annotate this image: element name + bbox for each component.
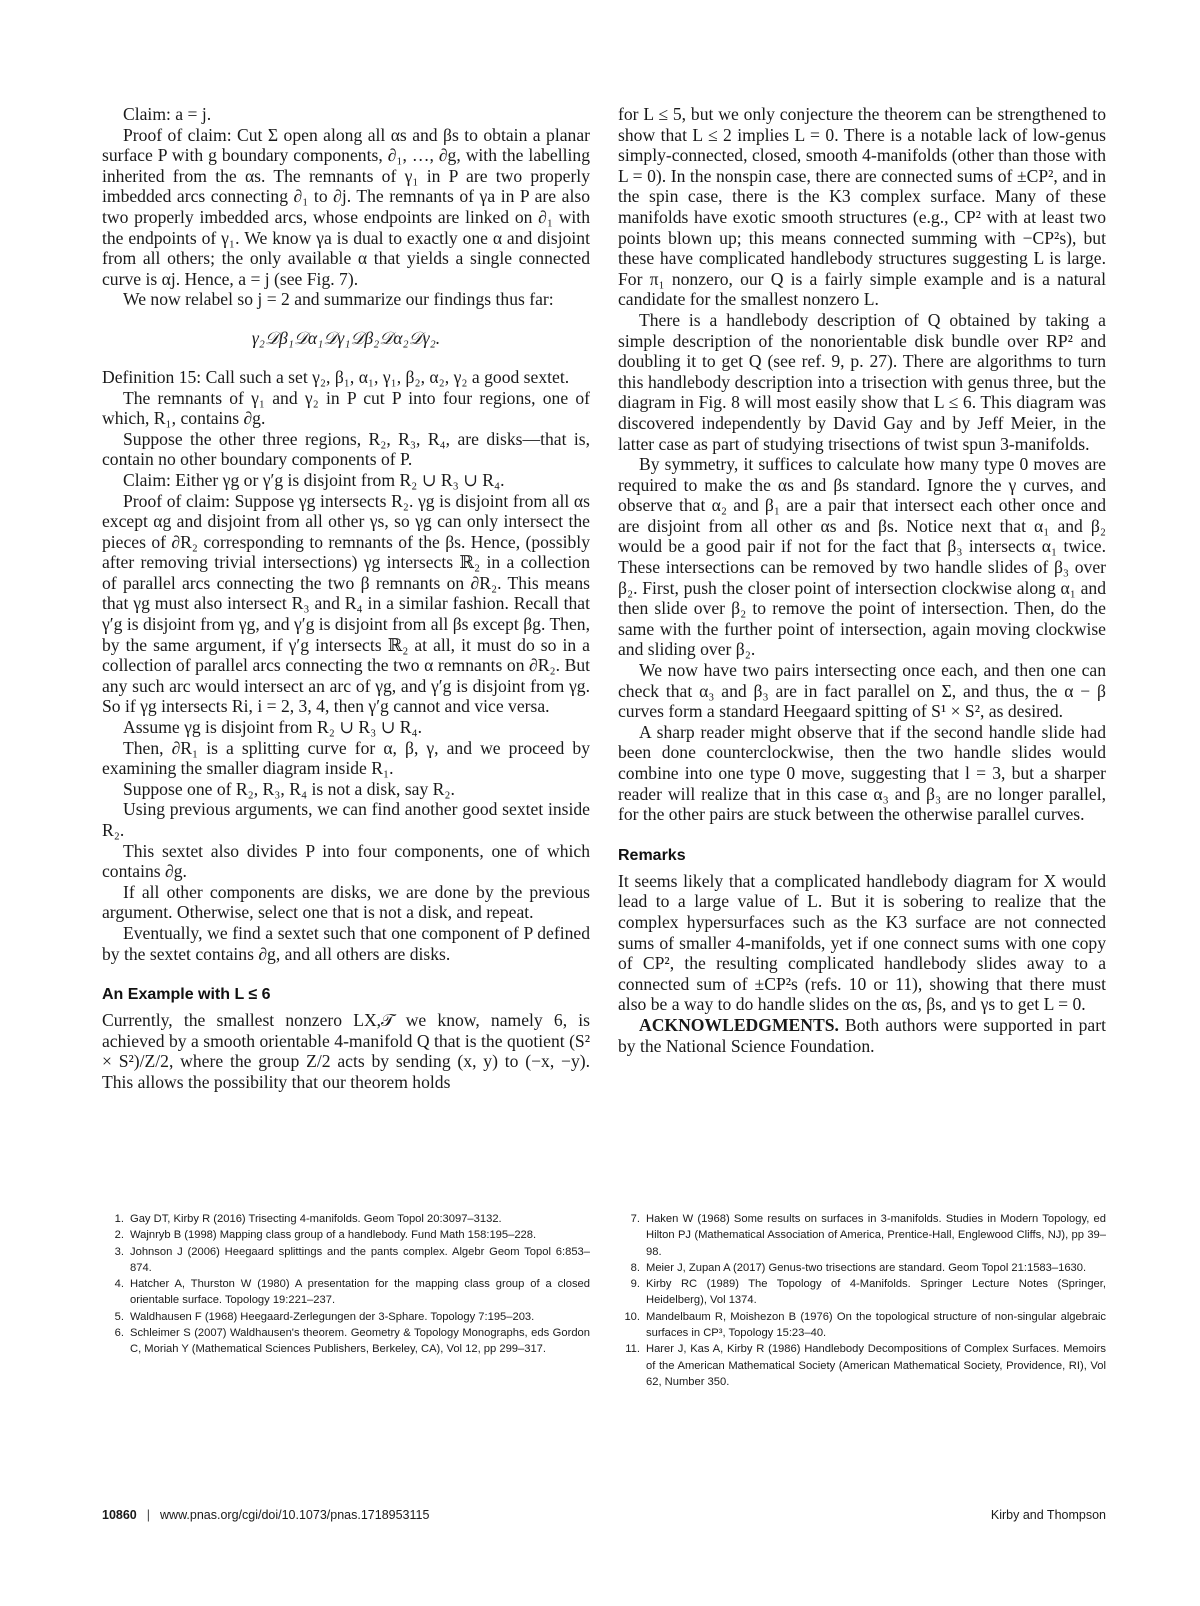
reference-item: [618, 1260, 1106, 1276]
reference-number: 2.: [114, 1229, 124, 1242]
footer-left: [102, 1508, 429, 1522]
paragraph: By symmetry, it suffices to calculate how many type 0 moves are required to make the αs and βs standard. Ignore the γ curves, and observe that α₂ and β₁ are a pair that intersect each other once and are disjoint from all other αs and βs. Notice next that α₁ and β₂ would be a good pair if not for the fact that β₃ intersects α₁ twice. These intersections can be removed by two handle slides of β₃ over β₂. First, push the closer point of intersection clockwise along α₁ and then slide over β₂ to remove the point of intersection. Then, do the same with the further point of intersection, again moving clockwise and sliding over β₂.: [618, 454, 1106, 660]
reference-text: Kirby RC (1989) The Topology of 4-Manifolds. Springer Lecture Notes (Springer, Heidelberg), Vol 1374.: [646, 1278, 1106, 1307]
references-left: [102, 1211, 590, 1358]
reference-text: Schleimer S (2007) Waldhausen's theorem. Geometry & Topology Monographs, eds Gordon C, Moriah Y (Mathematical Sciences Publishers, Berkeley, CA), Vol 12, pp 299–317.: [130, 1327, 590, 1356]
reference-item: [618, 1309, 1106, 1342]
paragraph: for L ≤ 5, but we only conjecture the theorem can be strengthened to show that L ≤ 2 implies L = 0. There is a notable lack of low-genus simply-connected, closed, smooth 4-manifolds (other than those with L = 0). In the nonspin case, there are connected sums of ±CP², and in the spin case, there is the K3 complex surface. Many of these manifolds have exotic smooth structures (e.g., CP² with at least two points blown up; this means connected summing with −CP²s), but these have complicated handlebody structures suggesting L is large. For π₁ nonzero, our Q is a fairly simple example and is a natural candidate for the smallest nonzero L.: [618, 104, 1106, 310]
reference-text: Haken W (1968) Some results on surfaces in 3-manifolds. Studies in Modern Topology, ed Hilton PJ (Mathematical Association of America, Prentice-Hall, Englewood Cliffs, NJ), pp 39–98.: [646, 1213, 1106, 1258]
paragraph: Using previous arguments, we can find another good sextet inside R₂.: [102, 799, 590, 840]
reference-text: Mandelbaum R, Moishezon B (1976) On the topological structure of non-singular algebraic surfaces in CP³, Topology 15:23–40.: [646, 1310, 1106, 1340]
reference-item: [102, 1244, 590, 1277]
reference-text: Harer J, Kas A, Kirby R (1986) Handlebody Decompositions of Complex Surfaces. Memoirs of the American Mathematical Society (American Mathematical Society, Providence, RI), Vol 62, Number 350.: [646, 1343, 1106, 1388]
paragraph: Proof of claim: Cut Σ open along all αs and βs to obtain a planar surface P with g boundary components, ∂₁, …, ∂g, with the labelling inherited from the αs. The remnants of γ₁ in P are two properly imbedded arcs connecting ∂₁ to ∂j. The remnants of γa in P are also two properly imbedded arcs, whose endpoints are linked on ∂₁ with the endpoints of γ₁. We know γa is dual to exactly one α and disjoint from all others; the only available α that yields a single connected curve is αj. Hence, a = j (see Fig. 7).: [102, 124, 590, 289]
reference-text: Gay DT, Kirby R (2016) Trisecting 4-manifolds. Geom Topol 20:3097–3132.: [130, 1213, 502, 1225]
doi-link[interactable]: www.pnas.org/cgi/doi/10.1073/pnas.1718953115: [160, 1508, 430, 1522]
paragraph: If all other components are disks, we are done by the previous argument. Otherwise, select one that is not a disk, and repeat.: [102, 881, 590, 923]
footer-separator: |: [146, 1508, 151, 1522]
reference-item: [102, 1325, 590, 1358]
reference-item: [102, 1227, 590, 1243]
paragraph: Definition 15: Call such a set γ₂, β₁, α₁, γ₁, β₂, α₂, γ₂ a good sextet.: [102, 366, 570, 387]
reference-number: 10.: [624, 1310, 640, 1323]
paragraph: Proof of claim: Suppose γg intersects R₂. γg is disjoint from all αs except αg and disjoint from all other γs, so γg can only intersect the pieces of ∂R₂ corresponding to remnants of the βs. Hence, (possibly after removing trivial intersections) γg intersects ℝ₂ in a collection of parallel arcs connecting the two β remnants on ∂R₂. This means that γg must also intersect R₃ and R₄ in a similar fashion. Recall that γ′g is disjoint from γg, and γ′g is disjoint from all βs except βg. Then, by the same argument, if γ′g intersects ℝ₂ at all, it must do so in a collection of parallel arcs connecting the two α remnants on ∂R₂. But any such arc would intersect an arc of γg, and γ′g is disjoint from γg. So if γg intersects Ri, i = 2, 3, 4, then γ′g cannot and vice versa.: [102, 490, 590, 717]
reference-number: 4.: [114, 1278, 124, 1291]
section-heading-example: An Example with L ≤ 6: [102, 986, 271, 1004]
acknowledgments: [618, 1015, 1106, 1056]
reference-number: 5.: [114, 1310, 124, 1323]
paragraph: Currently, the smallest nonzero LX,𝒯 we know, namely 6, is achieved by a smooth orientable 4-manifold Q that is the quotient (S² × S²)/Z/2, where the group Z/2 acts by sending (x, y) to (−x, −y). This allows the possibility that our theorem holds: [102, 1010, 590, 1092]
paragraph: Suppose one of R₂, R₃, R₄ is not a disk, say R₂.: [123, 778, 455, 799]
paragraph: There is a handlebody description of Q obtained by taking a simple description of the nonorientable disk bundle over RP² and doubling it to get Q (see ref. 9, p. 27). There are algorithms to turn this handlebody description into a trisection with genus three, but the diagram in Fig. 8 will most easily show that L ≤ 6. This diagram was discovered independently by David Gay and by Jeff Meier, in the latter case as part of studying trisections of twist spun 3-manifolds.: [618, 309, 1106, 454]
reference-item: [102, 1276, 590, 1309]
paragraph: This sextet also divides P into four components, one of which contains ∂g.: [102, 840, 590, 882]
left-column: [102, 104, 590, 1093]
reference-text: Hatcher A, Thurston W (1980) A presentation for the mapping class group of a closed orientable surface. Topology 19:221–237.: [130, 1278, 590, 1307]
reference-item: [618, 1341, 1106, 1390]
reference-text: Waldhausen F (1968) Heegaard-Zerlegungen der 3-Sphare. Topology 7:195–203.: [130, 1310, 535, 1323]
footer-authors: Kirby and Thompson: [990, 1508, 1106, 1522]
references-right: [618, 1211, 1106, 1390]
paragraph: Claim: a = j.: [123, 104, 212, 124]
reference-number: 3.: [114, 1245, 124, 1258]
acknowledgments-label: ACKNOWLEDGMENTS.: [639, 1014, 839, 1035]
page-number: 10860: [102, 1508, 137, 1522]
paragraph: Claim: Either γg or γ′g is disjoint from R₂ ∪ R₃ ∪ R₄.: [123, 469, 505, 490]
reference-number: 6.: [114, 1327, 124, 1340]
paragraph: Suppose the other three regions, R₂, R₃, R₄, are disks—that is, contain no other boundary components of P.: [102, 428, 590, 470]
right-paragraphs-2: [618, 871, 1106, 1015]
paragraph: We now relabel so j = 2 and summarize our findings thus far:: [123, 289, 554, 310]
left-paragraphs-2: [102, 367, 590, 964]
paragraph: Eventually, we find a sextet such that one component of P defined by the sextet contains ∂g, and all others are disks.: [102, 922, 590, 964]
section-heading-remarks: Remarks: [618, 846, 686, 864]
left-paragraphs-1: [102, 104, 590, 310]
reference-text: Meier J, Zupan A (2017) Genus-two trisections are standard. Geom Topol 21:1583–1630.: [646, 1261, 1087, 1274]
page-footer: [102, 1508, 1106, 1522]
reference-number: 1.: [114, 1213, 124, 1225]
reference-text: Wajnryb B (1998) Mapping class group of a handlebody. Fund Math 158:195–228.: [130, 1229, 537, 1242]
paragraph: Assume γg is disjoint from R₂ ∪ R₃ ∪ R₄.: [123, 717, 423, 738]
reference-number: 11.: [625, 1343, 640, 1356]
reference-number: 9.: [630, 1278, 640, 1291]
right-paragraphs-1: [618, 104, 1106, 825]
right-column: [618, 104, 1106, 1056]
reference-item: [618, 1276, 1106, 1309]
reference-item: [102, 1211, 590, 1227]
reference-item: [102, 1309, 590, 1325]
paragraph: Then, ∂R₁ is a splitting curve for α, β, γ, and we proceed by examining the smaller diagram inside R₁.: [102, 737, 590, 779]
paragraph: The remnants of γ₁ and γ₂ in P cut P into four regions, one of which, R₁, contains ∂g.: [102, 387, 590, 429]
reference-text: Johnson J (2006) Heegaard splittings and the pants complex. Algebr Geom Topol 6:853–874.: [130, 1245, 590, 1274]
reference-number: 8.: [630, 1261, 640, 1274]
paragraph: A sharp reader might observe that if the second handle slide had been done counterclockwise, then the two handle slides would combine into one type 0 move, suggesting that l = 3, but a sharper reader will realize that in this case α₃ and β₃ are no longer parallel, for the other pairs are stuck between the otherwise parallel curves.: [618, 721, 1106, 825]
acknowledgments-text: Both authors were supported in part by the National Science Foundation.: [618, 1014, 1106, 1056]
sextet-equation: γ₂𝒟β₁𝒟α₁𝒟γ₁𝒟β₂𝒟α₂𝒟γ₂.: [251, 327, 441, 348]
reference-number: 7.: [630, 1213, 640, 1225]
paragraph: It seems likely that a complicated handlebody diagram for X would lead to a large value of L. But it is sobering to realize that the complex hypersurfaces such as the K3 surface are not connected sums of smaller 4-manifolds, yet if one connect sums with one copy of CP², the resulting complicated handlebody slides away to a connected sum of ±CP²s (refs. 10 or 11), showing that there must also be a way to do handle slides on the αs, βs, and γs to get L = 0.: [618, 870, 1106, 1015]
paragraph: We now have two pairs intersecting once each, and then one can check that α₃ and β₃ are in fact parallel on Σ, and thus, the α − β curves form a standard Heegaard spitting of S¹ × S², as desired.: [618, 660, 1106, 722]
reference-item: [618, 1211, 1106, 1260]
left-paragraphs-3: [102, 1010, 590, 1092]
